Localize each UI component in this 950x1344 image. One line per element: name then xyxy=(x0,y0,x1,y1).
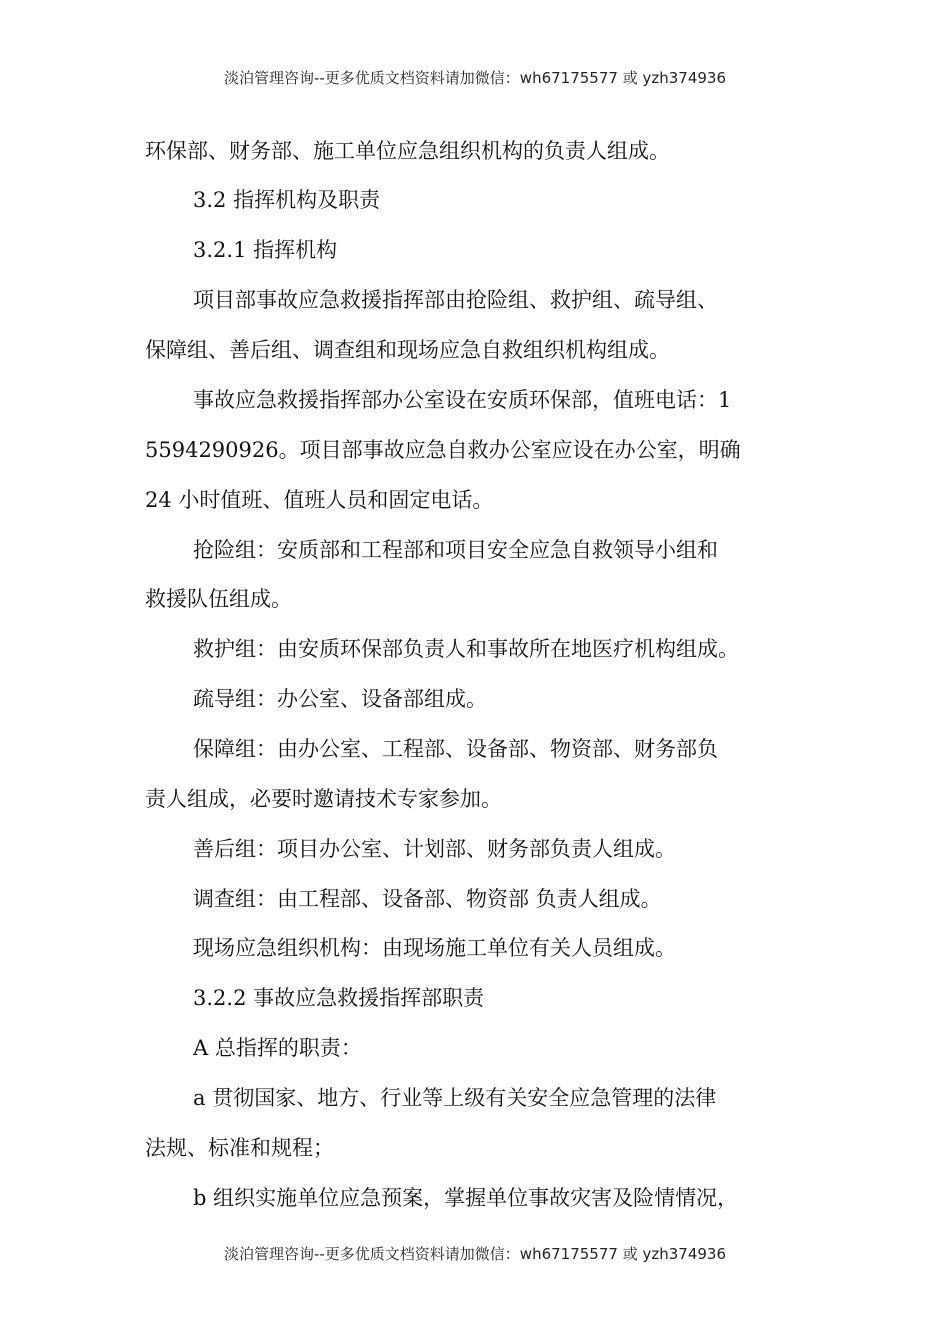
text-line: 保障组：由办公室、工程部、设备部、物资部、财务部负 xyxy=(193,737,718,761)
text-line: 5594290926。项目部事故应急自救办公室应设在办公室，明确 xyxy=(145,438,741,462)
text-line: 调查组：由工程部、设备部、物资部 负责人组成。 xyxy=(193,887,662,911)
text-line: 责人组成，必要时邀请技术专家参加。 xyxy=(145,787,502,811)
text-line: 救护组：由安质环保部负责人和事故所在地医疗机构组成。 xyxy=(193,637,739,661)
text-line: 事故应急救援指挥部办公室设在安质环保部，值班电话：1 xyxy=(193,388,732,412)
text-line: A 总指挥的职责： xyxy=(193,1036,362,1060)
text-line: b 组织实施单位应急预案，掌握单位事故灾害及险情情况， xyxy=(193,1186,739,1210)
text-line: 24 小时值班、值班人员和固定电话。 xyxy=(145,488,494,512)
text-line: 法规、标准和规程； xyxy=(145,1136,334,1160)
text-line: 善后组：项目办公室、计划部、财务部负责人组成。 xyxy=(193,837,676,861)
page-header: 淡泊管理咨询--更多优质文档资料请加微信：wh67175577 或 yzh374936 xyxy=(223,69,726,87)
text-line: a 贯彻国家、地方、行业等上级有关安全应急管理的法律 xyxy=(193,1086,717,1110)
page-footer: 淡泊管理咨询--更多优质文档资料请加微信：wh67175577 或 yzh374936 xyxy=(223,1245,726,1263)
text-line: 现场应急组织机构：由现场施工单位有关人员组成。 xyxy=(193,936,676,960)
subsection-heading: 3.2.1 指挥机构 xyxy=(193,238,338,262)
text-line: 疏导组：办公室、设备部组成。 xyxy=(193,687,487,711)
text-line: 环保部、财务部、施工单位应急组织机构的负责人组成。 xyxy=(145,139,670,163)
text-line: 保障组、善后组、调查组和现场应急自救组织机构组成。 xyxy=(145,338,670,362)
text-line: 救援队伍组成。 xyxy=(145,587,292,611)
text-line: 抢险组：安质部和工程部和项目安全应急自救领导小组和 xyxy=(193,538,718,562)
section-heading: 3.2 指挥机构及职责 xyxy=(193,188,381,212)
subsection-heading: 3.2.2 事故应急救援指挥部职责 xyxy=(193,986,485,1010)
text-line: 项目部事故应急救援指挥部由抢险组、救护组、疏导组、 xyxy=(193,288,718,312)
